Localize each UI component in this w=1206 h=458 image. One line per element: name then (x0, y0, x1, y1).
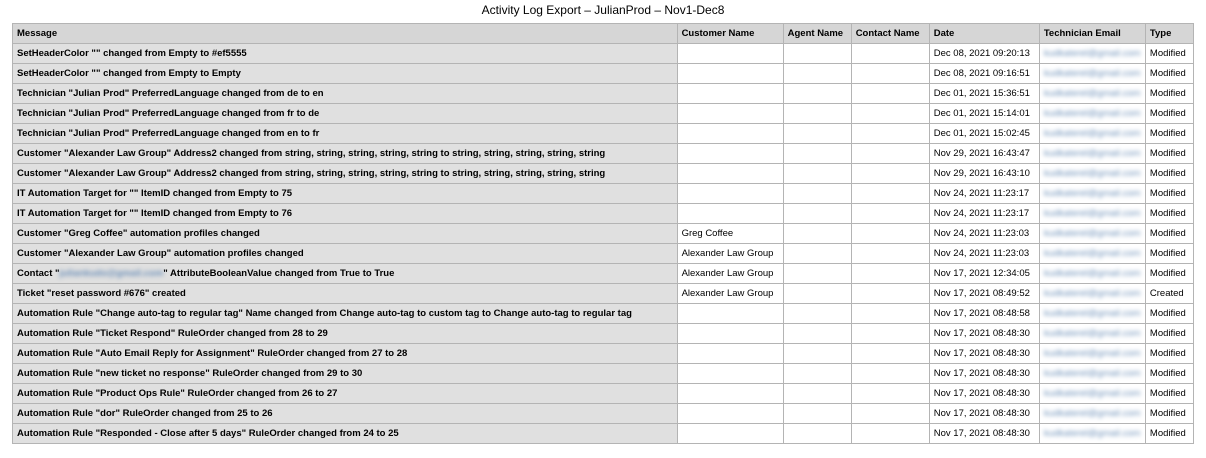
message-cell (13, 264, 678, 284)
technician-email-cell (1039, 84, 1145, 104)
table-row (13, 324, 1194, 344)
header-row (13, 24, 1194, 44)
date-cell: Nov 24, 2021 11:23:17 (929, 184, 1039, 204)
date-cell: Nov 24, 2021 11:23:03 (929, 244, 1039, 264)
message-cell: Automation Rule "Product Ops Rule" RuleOrder changed from 26 to 27 (13, 384, 678, 404)
message-cell: IT Automation Target for "" ItemID changed from Empty to 75 (13, 184, 678, 204)
contact-name-cell (851, 104, 929, 124)
column-header-date: Date (929, 24, 1039, 44)
technician-email-cell (1039, 224, 1145, 244)
redacted-technician-email: kudkaterel@gmail.com (1043, 128, 1141, 139)
table-row (13, 264, 1194, 284)
date-cell: Nov 17, 2021 08:49:52 (929, 284, 1039, 304)
redacted-technician-email: kudkaterel@gmail.com (1043, 228, 1141, 239)
type-cell: Modified (1145, 64, 1193, 84)
agent-name-cell (783, 104, 851, 124)
contact-name-cell (851, 164, 929, 184)
type-cell: Modified (1145, 184, 1193, 204)
contact-name-cell (851, 184, 929, 204)
customer-name-cell (677, 144, 783, 164)
table-row (13, 304, 1194, 324)
redacted-technician-email: kudkaterel@gmail.com (1043, 208, 1141, 219)
redacted-technician-email: kudkaterel@gmail.com (1043, 268, 1141, 279)
message-cell: Customer "Alexander Law Group" Address2 changed from string, string, string, string, string to string, string, string, string, string (13, 164, 678, 184)
redacted-technician-email: kudkaterel@gmail.com (1043, 308, 1141, 319)
contact-name-cell (851, 384, 929, 404)
agent-name-cell (783, 224, 851, 244)
message-cell: Technician "Julian Prod" PreferredLanguage changed from en to fr (13, 124, 678, 144)
technician-email-cell (1039, 124, 1145, 144)
date-cell: Nov 17, 2021 12:34:05 (929, 264, 1039, 284)
table-row (13, 364, 1194, 384)
customer-name-cell: Alexander Law Group (677, 244, 783, 264)
customer-name-cell (677, 364, 783, 384)
agent-name-cell (783, 344, 851, 364)
message-cell: IT Automation Target for "" ItemID changed from Empty to 76 (13, 204, 678, 224)
customer-name-cell (677, 104, 783, 124)
type-cell: Modified (1145, 124, 1193, 144)
page-title: Activity Log Export – JulianProd – Nov1-Dec8 (481, 3, 725, 17)
agent-name-cell (783, 404, 851, 424)
table-row (13, 64, 1194, 84)
redacted-technician-email: kudkaterel@gmail.com (1043, 328, 1141, 339)
table-row (13, 144, 1194, 164)
contact-name-cell (851, 124, 929, 144)
table-row (13, 164, 1194, 184)
customer-name-cell (677, 404, 783, 424)
agent-name-cell (783, 244, 851, 264)
message-cell: Automation Rule "dor" RuleOrder changed from 25 to 26 (13, 404, 678, 424)
date-cell: Nov 17, 2021 08:48:30 (929, 424, 1039, 444)
table-row (13, 124, 1194, 144)
message-cell: Automation Rule "Responded - Close after 5 days" RuleOrder changed from 24 to 25 (13, 424, 678, 444)
redacted-technician-email: kudkaterel@gmail.com (1043, 188, 1141, 199)
table-row (13, 44, 1194, 64)
technician-email-cell (1039, 404, 1145, 424)
message-cell: Customer "Alexander Law Group" automation profiles changed (13, 244, 678, 264)
agent-name-cell (783, 324, 851, 344)
date-cell: Nov 29, 2021 16:43:47 (929, 144, 1039, 164)
technician-email-cell (1039, 144, 1145, 164)
agent-name-cell (783, 264, 851, 284)
contact-name-cell (851, 324, 929, 344)
redacted-technician-email: kudkaterel@gmail.com (1043, 48, 1141, 59)
agent-name-cell (783, 44, 851, 64)
redacted-technician-email: kudkaterel@gmail.com (1043, 88, 1141, 99)
type-cell: Modified (1145, 44, 1193, 64)
customer-name-cell (677, 204, 783, 224)
type-cell: Modified (1145, 364, 1193, 384)
date-cell: Nov 24, 2021 11:23:03 (929, 224, 1039, 244)
technician-email-cell (1039, 344, 1145, 364)
contact-name-cell (851, 84, 929, 104)
type-cell: Modified (1145, 384, 1193, 404)
column-header-contact-name: Contact Name (851, 24, 929, 44)
table-row (13, 244, 1194, 264)
date-cell: Nov 17, 2021 08:48:30 (929, 404, 1039, 424)
contact-name-cell (851, 224, 929, 244)
contact-name-cell (851, 264, 929, 284)
date-cell: Nov 17, 2021 08:48:30 (929, 384, 1039, 404)
type-cell: Modified (1145, 264, 1193, 284)
contact-name-cell (851, 284, 929, 304)
technician-email-cell (1039, 424, 1145, 444)
agent-name-cell (783, 364, 851, 384)
customer-name-cell: Alexander Law Group (677, 284, 783, 304)
customer-name-cell (677, 64, 783, 84)
column-header-message: Message (13, 24, 678, 44)
table-row (13, 84, 1194, 104)
message-cell: SetHeaderColor "" changed from Empty to #ef5555 (13, 44, 678, 64)
redacted-technician-email: kudkaterel@gmail.com (1043, 408, 1141, 419)
agent-name-cell (783, 284, 851, 304)
message-cell: Automation Rule "Ticket Respond" RuleOrder changed from 28 to 29 (13, 324, 678, 344)
date-cell: Nov 17, 2021 08:48:58 (929, 304, 1039, 324)
technician-email-cell (1039, 264, 1145, 284)
message-cell: SetHeaderColor "" changed from Empty to Empty (13, 64, 678, 84)
customer-name-cell (677, 184, 783, 204)
message-prefix: Contact " (17, 268, 60, 279)
technician-email-cell (1039, 384, 1145, 404)
message-cell: Customer "Alexander Law Group" Address2 changed from string, string, string, string, string to string, string, string, string, string (13, 144, 678, 164)
technician-email-cell (1039, 164, 1145, 184)
customer-name-cell: Alexander Law Group (677, 264, 783, 284)
table-row (13, 384, 1194, 404)
date-cell: Dec 01, 2021 15:14:01 (929, 104, 1039, 124)
contact-name-cell (851, 64, 929, 84)
message-cell: Automation Rule "Auto Email Reply for Assignment" RuleOrder changed from 27 to 28 (13, 344, 678, 364)
technician-email-cell (1039, 284, 1145, 304)
redacted-technician-email: kudkaterel@gmail.com (1043, 248, 1141, 259)
customer-name-cell (677, 424, 783, 444)
table-row (13, 204, 1194, 224)
contact-name-cell (851, 244, 929, 264)
contact-name-cell (851, 344, 929, 364)
contact-name-cell (851, 304, 929, 324)
technician-email-cell (1039, 44, 1145, 64)
date-cell: Nov 24, 2021 11:23:17 (929, 204, 1039, 224)
column-header-type: Type (1145, 24, 1193, 44)
message-cell: Ticket "reset password #676" created (13, 284, 678, 304)
agent-name-cell (783, 124, 851, 144)
agent-name-cell (783, 424, 851, 444)
date-cell: Dec 08, 2021 09:16:51 (929, 64, 1039, 84)
customer-name-cell (677, 124, 783, 144)
column-header-agent-name: Agent Name (783, 24, 851, 44)
technician-email-cell (1039, 104, 1145, 124)
agent-name-cell (783, 84, 851, 104)
technician-email-cell (1039, 364, 1145, 384)
date-cell: Dec 01, 2021 15:36:51 (929, 84, 1039, 104)
type-cell: Modified (1145, 224, 1193, 244)
contact-name-cell (851, 364, 929, 384)
customer-name-cell (677, 164, 783, 184)
contact-name-cell (851, 404, 929, 424)
table-body (13, 44, 1194, 444)
redacted-technician-email: kudkaterel@gmail.com (1043, 148, 1141, 159)
technician-email-cell (1039, 64, 1145, 84)
type-cell: Modified (1145, 204, 1193, 224)
customer-name-cell (677, 44, 783, 64)
customer-name-cell (677, 324, 783, 344)
table-row (13, 404, 1194, 424)
table-row (13, 424, 1194, 444)
agent-name-cell (783, 384, 851, 404)
contact-name-cell (851, 204, 929, 224)
type-cell: Modified (1145, 164, 1193, 184)
redacted-technician-email: kudkaterel@gmail.com (1043, 428, 1141, 439)
agent-name-cell (783, 304, 851, 324)
type-cell: Modified (1145, 324, 1193, 344)
redacted-technician-email: kudkaterel@gmail.com (1043, 348, 1141, 359)
redacted-technician-email: kudkaterel@gmail.com (1043, 388, 1141, 399)
redacted-technician-email: kudkaterel@gmail.com (1043, 368, 1141, 379)
contact-name-cell (851, 424, 929, 444)
message-cell: Customer "Greg Coffee" automation profiles changed (13, 224, 678, 244)
date-cell: Nov 17, 2021 08:48:30 (929, 324, 1039, 344)
table-row (13, 104, 1194, 124)
column-header-technician-email: Technician Email (1039, 24, 1145, 44)
date-cell: Nov 17, 2021 08:48:30 (929, 364, 1039, 384)
agent-name-cell (783, 204, 851, 224)
agent-name-cell (783, 164, 851, 184)
date-cell: Dec 08, 2021 09:20:13 (929, 44, 1039, 64)
message-cell: Automation Rule "new ticket no response" RuleOrder changed from 29 to 30 (13, 364, 678, 384)
type-cell: Modified (1145, 244, 1193, 264)
type-cell: Created (1145, 284, 1193, 304)
activity-log-table (12, 23, 1194, 444)
redacted-technician-email: kudkaterel@gmail.com (1043, 68, 1141, 79)
message-cell: Technician "Julian Prod" PreferredLanguage changed from de to en (13, 84, 678, 104)
type-cell: Modified (1145, 304, 1193, 324)
technician-email-cell (1039, 304, 1145, 324)
technician-email-cell (1039, 204, 1145, 224)
table-row (13, 224, 1194, 244)
contact-name-cell (851, 144, 929, 164)
redacted-technician-email: kudkaterel@gmail.com (1043, 168, 1141, 179)
date-cell: Dec 01, 2021 15:02:45 (929, 124, 1039, 144)
customer-name-cell (677, 344, 783, 364)
redacted-technician-email: kudkaterel@gmail.com (1043, 288, 1141, 299)
message-cell: Automation Rule "Change auto-tag to regular tag" Name changed from Change auto-tag to custom tag to Change auto-tag to regular tag (13, 304, 678, 324)
date-cell: Nov 29, 2021 16:43:10 (929, 164, 1039, 184)
agent-name-cell (783, 144, 851, 164)
customer-name-cell (677, 84, 783, 104)
type-cell: Modified (1145, 84, 1193, 104)
customer-name-cell (677, 384, 783, 404)
table-row (13, 344, 1194, 364)
technician-email-cell (1039, 184, 1145, 204)
agent-name-cell (783, 64, 851, 84)
table-row (13, 184, 1194, 204)
message-suffix: " AttributeBooleanValue changed from True to True (163, 268, 395, 279)
message-cell: Technician "Julian Prod" PreferredLanguage changed from fr to de (13, 104, 678, 124)
customer-name-cell (677, 304, 783, 324)
type-cell: Modified (1145, 144, 1193, 164)
contact-name-cell (851, 44, 929, 64)
type-cell: Modified (1145, 344, 1193, 364)
redacted-contact-email: juliankudo@gmail.com (59, 268, 164, 279)
technician-email-cell (1039, 244, 1145, 264)
type-cell: Modified (1145, 424, 1193, 444)
type-cell: Modified (1145, 104, 1193, 124)
table-row (13, 284, 1194, 304)
type-cell: Modified (1145, 404, 1193, 424)
column-header-customer-name: Customer Name (677, 24, 783, 44)
date-cell: Nov 17, 2021 08:48:30 (929, 344, 1039, 364)
agent-name-cell (783, 184, 851, 204)
redacted-technician-email: kudkaterel@gmail.com (1043, 108, 1141, 119)
technician-email-cell (1039, 324, 1145, 344)
customer-name-cell: Greg Coffee (677, 224, 783, 244)
